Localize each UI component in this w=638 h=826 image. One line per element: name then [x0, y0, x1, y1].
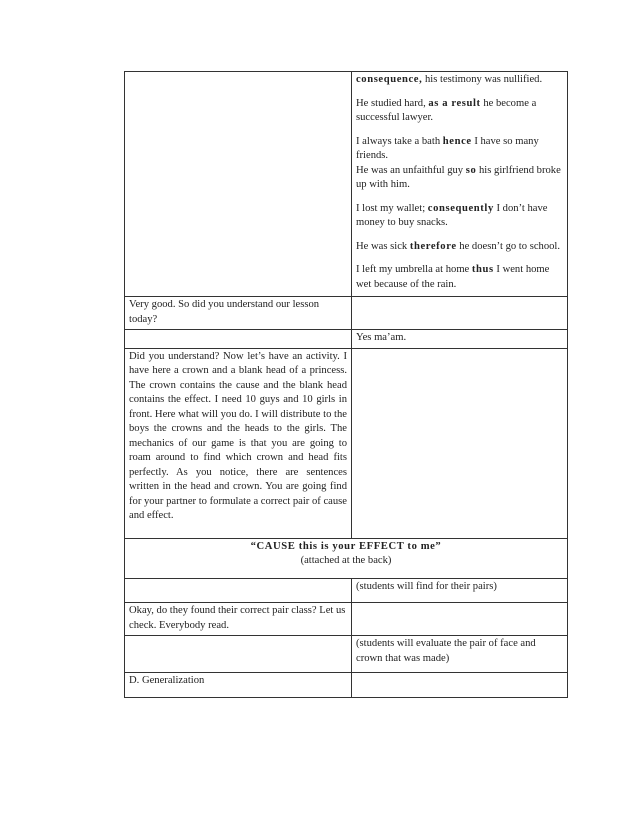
student-cell [352, 603, 568, 636]
example-sentence: He was an unfaithful guy so his girlfriend broke up with him. [356, 164, 561, 190]
activity-title-cell [125, 538, 568, 578]
table-row [125, 330, 568, 349]
table-row [125, 603, 568, 636]
student-cell [352, 348, 568, 538]
section-heading-cell: D. Generalization [125, 673, 352, 698]
example-sentence: He was sick therefore he doesn’t go to school. [356, 240, 561, 252]
teacher-cell: Very good. So did you understand our lesson today? [125, 297, 352, 330]
table-row [125, 297, 568, 330]
table-row [125, 348, 568, 538]
teacher-cell [125, 330, 352, 349]
student-cell: (students will find for their pairs) [352, 578, 568, 603]
table-row [125, 636, 568, 673]
teacher-cell: Did you understand? Now let’s have an activity. I have here a crown and a blank head of a princess. The crown contains the cause and the blank head contains the effect. I need 10 guys and 10 girls in front. Here what will you do. I will distribute to the boys the crowns and the heads to the girls. The mechanics of our game is that you are going to roam around to find which crown and head fits perfectly. As you notice, there are sentences written in the head and crown. You are going find for your partner to formulate a correct pair of cause and effect. [125, 348, 352, 538]
student-cell [352, 297, 568, 330]
student-cell [352, 673, 568, 698]
example-sentence: I always take a bath hence I have so many friends. [356, 135, 539, 161]
activity-note: (attached at the back) [300, 555, 392, 566]
example-sentence: consequence, his testimony was nullified. [356, 74, 543, 85]
example-sentence: He studied hard, as a result he become a successful lawyer. [356, 97, 537, 123]
student-cell: (students will evaluate the pair of face and crown that was made) [352, 636, 568, 673]
activity-title: “CAUSE this is your EFFECT to me” [250, 540, 442, 552]
teacher-cell [125, 578, 352, 603]
table-row [125, 72, 568, 297]
examples-cell [352, 72, 568, 297]
teacher-cell [125, 72, 352, 297]
student-cell: Yes ma’am. [352, 330, 568, 349]
lesson-plan-table [124, 71, 568, 698]
table-row [125, 673, 568, 698]
table-row [125, 538, 568, 578]
teacher-cell: Okay, do they found their correct pair class? Let us check. Everybody read. [125, 603, 352, 636]
example-sentence: I lost my wallet; consequently I don’t have money to buy snacks. [356, 202, 548, 228]
example-sentence: I left my umbrella at home thus I went home wet because of the rain. [356, 264, 550, 290]
teacher-cell [125, 636, 352, 673]
table-row [125, 578, 568, 603]
